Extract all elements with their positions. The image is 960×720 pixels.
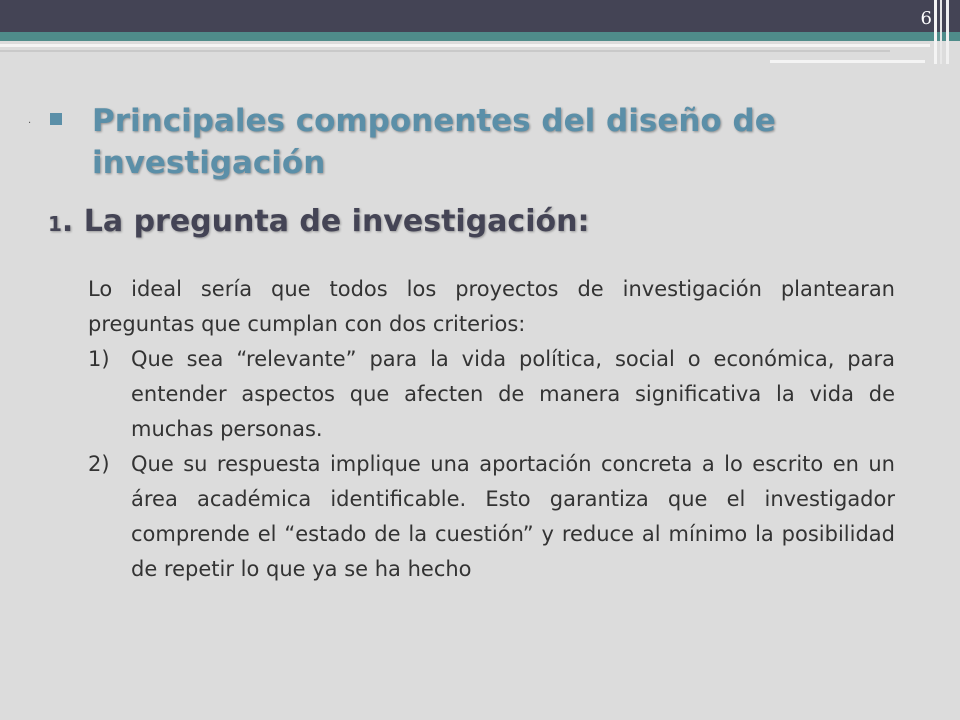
vertical-decor-bar — [934, 0, 937, 64]
list-item — [88, 447, 895, 587]
list-item — [88, 342, 895, 447]
accent-line — [0, 32, 960, 41]
vertical-decor-bar — [940, 0, 942, 64]
list-item-text: Que su respuesta implique una aportación concreta a lo escrito en un área académica identificable. Esto garantiza que el investigador comprende el “estado de la cuestión” y reduce al mínimo la posibilidad de repetir lo que ya se ha hecho — [131, 452, 895, 581]
list-item-number: 1) — [88, 347, 110, 371]
divider-line-short — [770, 60, 925, 63]
slide-heading: Principales componentes del diseño de investigación — [92, 103, 776, 181]
header-band — [0, 0, 960, 32]
square-bullet-icon — [50, 113, 62, 125]
slide-body — [88, 272, 895, 587]
subheading-number: 1 — [48, 212, 62, 236]
page-number: 6 — [920, 8, 932, 29]
subheading-text: . La pregunta de investigación: — [61, 204, 590, 239]
list-item-number: 2) — [88, 452, 110, 476]
section-subheading — [48, 202, 848, 244]
intro-paragraph: Lo ideal sería que todos los proyectos de investigación plantearan preguntas que cumplan con dos criterios: — [88, 277, 895, 336]
list-item-text: Que sea “relevante” para la vida política, social o económica, para entender aspectos que afecten de manera significativa la vida de muchas personas. — [131, 347, 895, 441]
divider-line-gray — [0, 50, 890, 52]
vertical-decor-bar — [946, 0, 949, 64]
stray-dot: . — [28, 115, 32, 126]
divider-line — [0, 44, 930, 47]
